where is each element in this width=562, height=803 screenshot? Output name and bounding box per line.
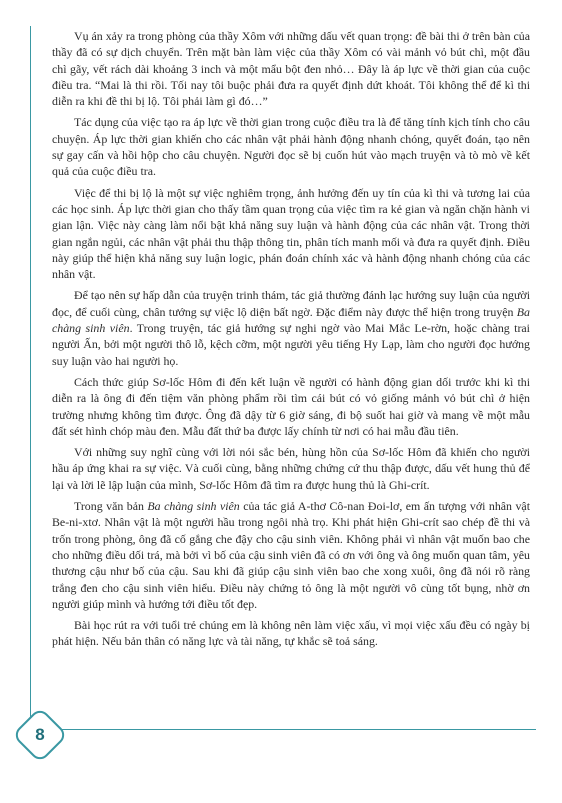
document-body: [52, 28, 530, 655]
paragraph-exam-leak: Việc để thi bị lộ là một sự việc nghiêm trọng, ảnh hưởng đến uy tín của kì thi và tương lai của các học sinh. Áp lực thời gian cho thấy tầm quan trọng của việc tìm ra kẻ gian và ngăn chặn hành vi gian lận. Việc này càng làm nổi bật khả năng suy luận và hành động của các nhân vật. Trong thời gian ngắn ngủi, các nhân vật phải thu thập thông tin, phân tích manh mối và đưa ra quyết định. Điều này giúp thể hiện khả năng suy luận logic, phán đoán chính xác và hành động nhanh chóng của các nhân vật.: [52, 185, 530, 282]
paragraph-misdirection: [52, 287, 530, 368]
story-title: Ba chàng sinh viên: [147, 499, 240, 514]
page-number: 8: [35, 725, 45, 744]
paragraph-conclusion: Với những suy nghĩ cùng với lời nói sắc bén, hùng hồn của Sơ-lốc Hôm đã khiến cho người hầu áp ứng khai ra sự việc. Và cuối cùng, bằng những chứng cứ thu thập được, dấu vết hung thủ để lại và lời lẽ lập luận của mình, Sơ-lốc Hôm đã tìm ra được hung thủ là Ghi-crít.: [52, 445, 530, 492]
paragraph-deduction-method: Cách thức giúp Sơ-lốc Hôm đi đến kết luận về người có hành động gian dối trước khi kì thi diễn ra là ông đi đến tiệm văn phòng phẩm rồi tìm cái bút có vỏ giống mảnh vỏ bút chì ở hiện trường nhưng không tìm được. Ông đã dậy từ 6 giờ sáng, đi bộ suốt hai giờ và mang về một mẫu đất sét hình chóp màu đen. Mẫu đất thứ ba được lấy chính từ nơi có hai mẫu đầu tiên.: [52, 374, 530, 438]
text-segment: Để tạo nên sự hấp dẫn của truyện trinh thám, tác giả thường đánh lạc hướng suy luận của người đọc, để cuối cùng, chân tướng sự việc lộ diện bất ngờ. Đặc điểm này được thể hiện trong truyện: [52, 288, 530, 319]
text-segment: Trong văn bản: [74, 499, 148, 514]
text-segment: của tác giả A-thơ Cô-nan Đoi-lơ, em ấn tượng với nhân vật Be-ni-xtơ. Nhân vật là một người hầu trong ngôi nhà trọ. Khi phát hiện Ghi-crít sao chép đề thi và trốn trong phòng, ông đã cố gắng che đậy cho cậu sinh viên. Không phải vì nhân vật muốn bao che cho những điều dối trá, mà bởi vì bố của cậu sinh viên đã có ơn với ông và ông muốn quan tâm, yêu thương cậu như bố của cậu. Sau khi đã giúp cậu sinh viên bao che xong xuôi, ông đã nói rõ ràng trắng đen cho cậu sinh viên hiểu. Điều này chứng tỏ ông là một người vô cùng tốt bụng, nhờ ơn người giúp mình và hướng tới điều tốt đẹp.: [52, 499, 531, 611]
paragraph-time-pressure-effect: Tác dụng của việc tạo ra áp lực về thời gian trong cuộc điều tra là để tăng tính kịch tính cho câu chuyện. Áp lực thời gian khiến cho các nhân vật phải hành động nhanh chóng, quyết đoán, tạo nên sự gay cấn và hồi hộp cho câu chuyện. Người đọc sẽ bị cuốn hút vào mạch truyện và tò mò về kết quả của cuộc điều tra.: [52, 115, 530, 179]
story-title: Ba chàng sinh viên: [52, 304, 530, 336]
paragraph-lesson: Bài học rút ra với tuổi trẻ chúng em là không nên làm việc xấu, vì mọi việc xấu đều có ngày bị phát hiện. Nếu bản thân có năng lực và tài năng, tự khắc sẽ toả sáng.: [52, 618, 530, 649]
text-segment: . Trong truyện, tác giả hướng sự nghi ngờ vào Mai Mắc Le-rờn, hoặc chàng trai người Ấn, bởi một người thô lỗ, kệch cỡm, một người yêu tiếng Hy Lạp, làm cho người đọc hướng suy luận vào hai người họ.: [52, 321, 530, 368]
paragraph-character-impression: [52, 498, 530, 612]
paragraph-crime-scene: Vụ án xảy ra trong phòng của thầy Xôm với những dấu vết quan trọng: đề bài thi ở trên bàn của thầy đã có sự dịch chuyển. Trên mặt bàn làm việc của thầy Xôm có vài mảnh vỏ bút chì, một đầu chì gãy, vết rách dài khoảng 3 inch và một mẩu bột đen nhỏ… Đây là áp lực về thời gian của cuộc điều tra. “Mai là thi rồi. Tối nay tôi buộc phải đưa ra quyết định dứt khoát. Tôi không thể để kì thi diễn ra khi đề thi bị lộ. Tôi phải làm gì đó…”: [52, 29, 530, 109]
